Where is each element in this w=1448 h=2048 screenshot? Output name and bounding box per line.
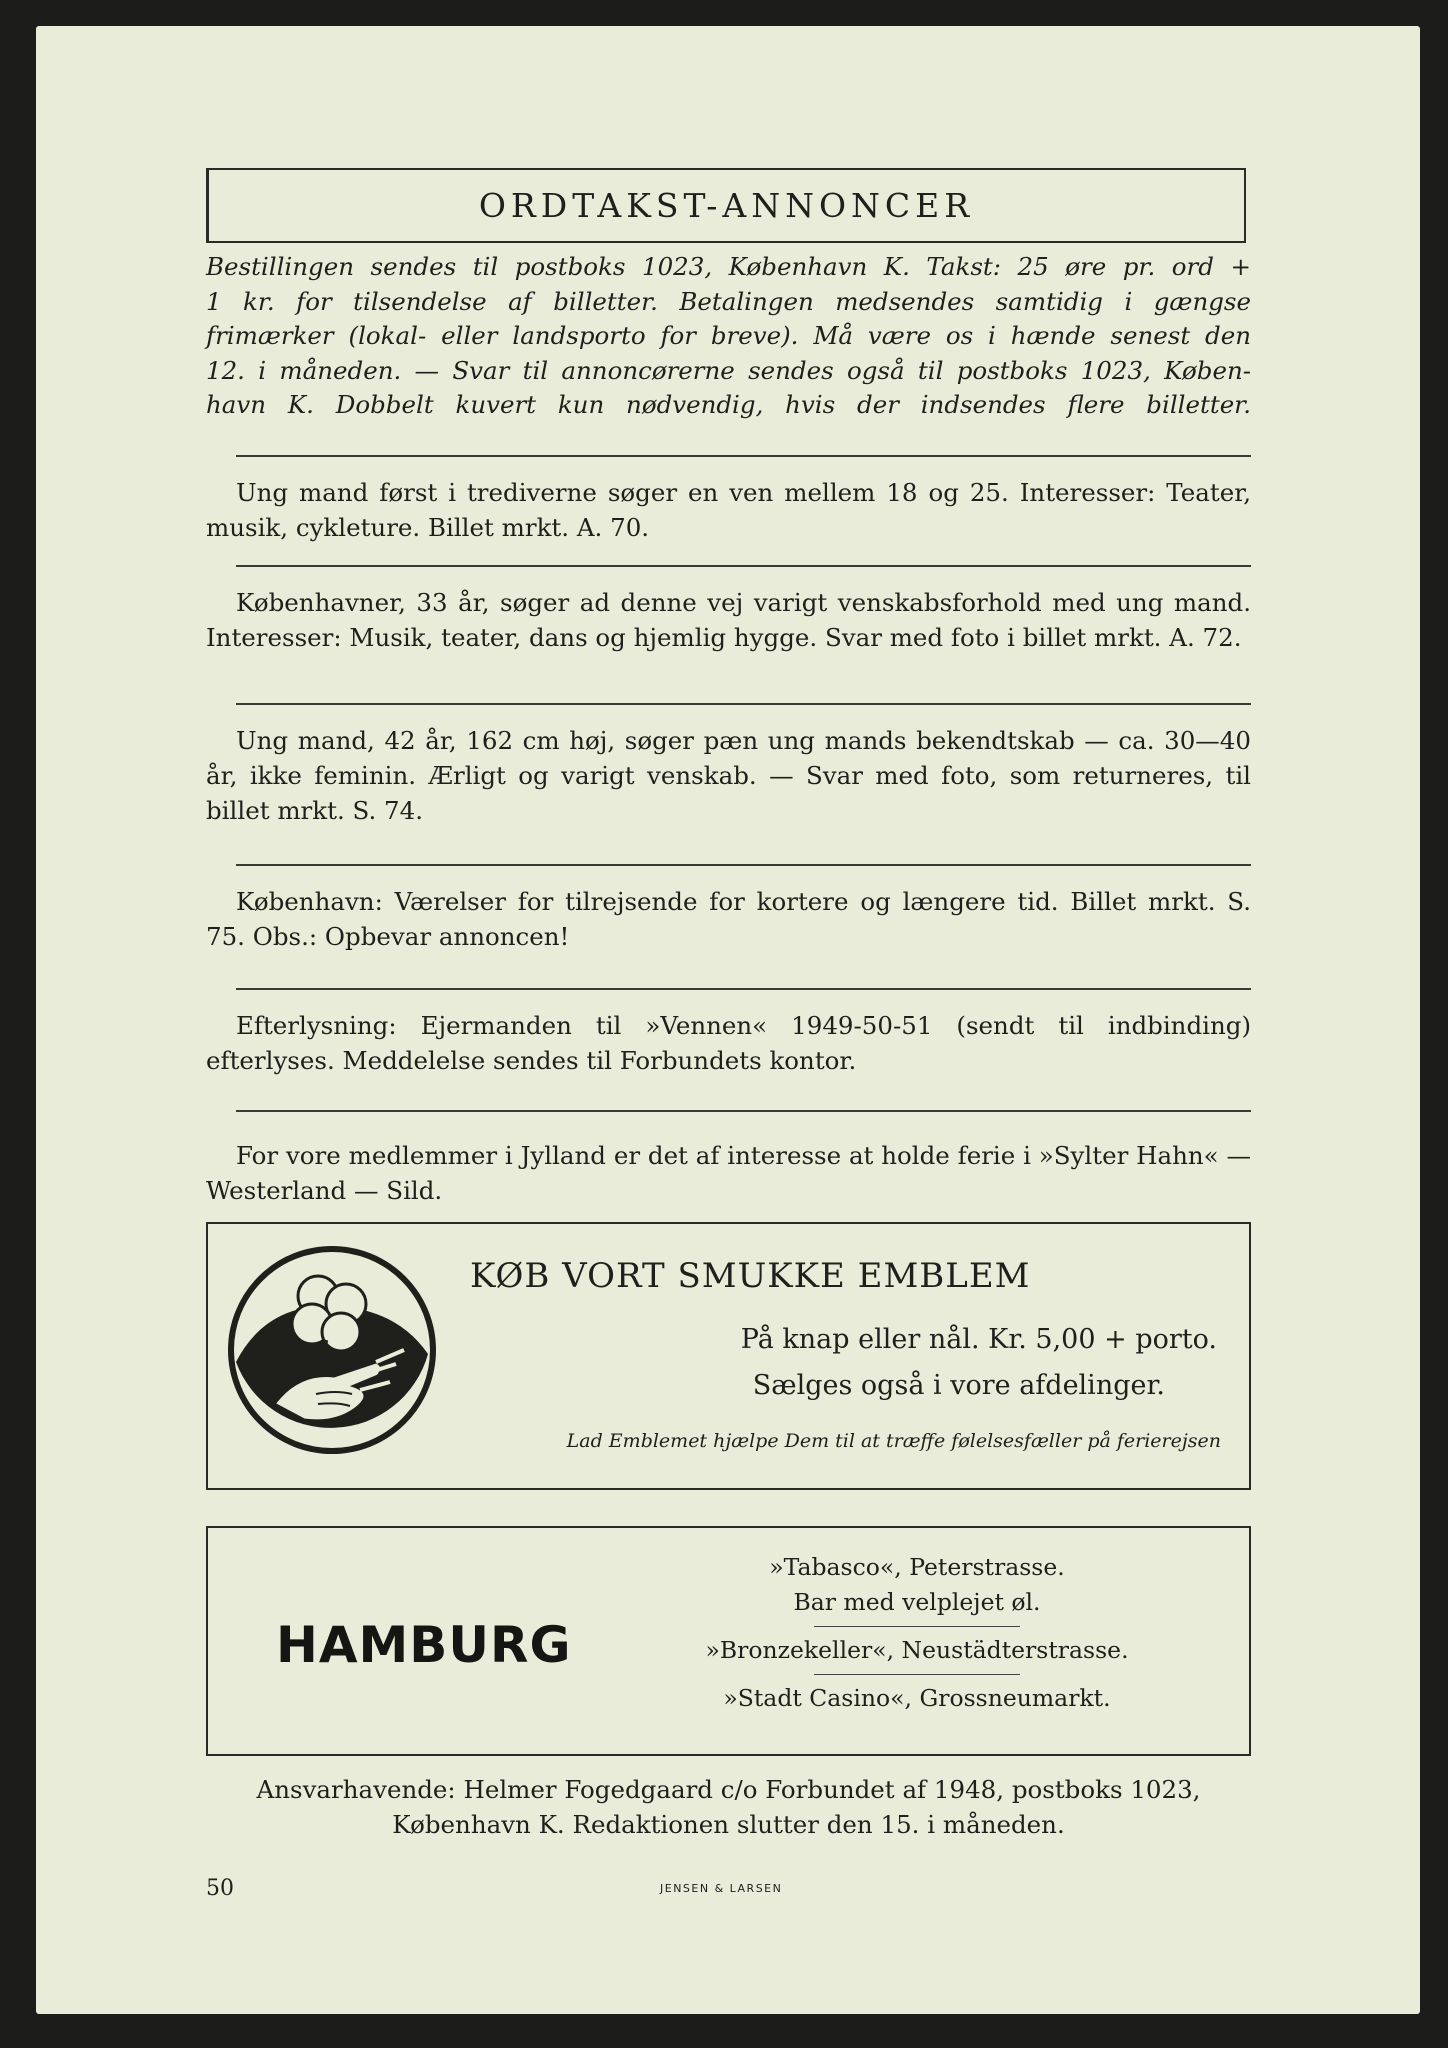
emblem-availability: Sælges også i vore afdelinger. bbox=[752, 1370, 1165, 1401]
divider bbox=[236, 988, 1251, 990]
classified-ad bbox=[206, 475, 1251, 545]
bar-listing: Bar med velplejet øl. bbox=[793, 1588, 1041, 1616]
intro-line: Bestillingen sendes til postboks 1023, København K. Takst: 25 øre pr. ord + bbox=[206, 252, 1251, 281]
divider bbox=[236, 565, 1251, 567]
bar-listing: »Tabasco«, Peterstrasse. bbox=[769, 1553, 1065, 1581]
intro-text bbox=[206, 250, 1251, 423]
printer-credit: JENSEN & LARSEN bbox=[660, 1882, 783, 1895]
bar-listing: »Stadt Casino«, Grossneumarkt. bbox=[723, 1684, 1111, 1712]
emblem-price: På knap eller nål. Kr. 5,00 + porto. bbox=[740, 1324, 1217, 1355]
classified-ad bbox=[206, 585, 1251, 655]
intro-line: 1 kr. for tilsendelse af billetter. Betalingen medsendes samtidig i gængse bbox=[206, 286, 1251, 316]
bar-separator bbox=[814, 1626, 1020, 1627]
editorial-footer bbox=[206, 1772, 1251, 1842]
ad-text: Ung mand først i trediverne søger en ven mellem 18 og 25. Interesser: Teater, musik, cykleture. Billet mrkt. A. 70. bbox=[206, 478, 1251, 542]
classified-ad bbox=[206, 1138, 1251, 1208]
ad-text: Efterlysning: Ejermanden til »Vennen« 1949-50-51 (sendt til indbinding) efterlyses. Meddelelse sendes til Forbundets kontor. bbox=[206, 1011, 1251, 1075]
bar-separator bbox=[814, 1674, 1020, 1675]
divider bbox=[236, 864, 1251, 866]
intro-line: frimærker (lokal- eller landsporto for breve). Må være os i hænde senest den bbox=[206, 321, 1251, 350]
emblem-ad bbox=[206, 1222, 1251, 1490]
bar-list bbox=[653, 1550, 1181, 1716]
divider bbox=[236, 1110, 1251, 1112]
classified-ad bbox=[206, 1008, 1251, 1078]
intro-line: havn K. Dobbelt kuvert kun nødvendig, hvis der indsendes flere billetter. bbox=[206, 390, 1251, 419]
classified-ad bbox=[206, 884, 1251, 954]
section-title: ORDTAKST-ANNONCER bbox=[478, 186, 975, 225]
footer-line: Ansvarhavende: Helmer Fogedgaard c/o Forbundet af 1948, postboks 1023, bbox=[256, 1775, 1201, 1804]
divider bbox=[236, 455, 1251, 457]
ad-text: Ung mand, 42 år, 162 cm høj, søger pæn ung mands bekendtskab — ca. 30—40 år, ikke feminin. Ærligt og varigt venskab. — Svar med foto, som returneres, til billet mrkt. S. 74. bbox=[206, 726, 1251, 825]
classified-ad bbox=[206, 723, 1251, 828]
hamburg-title: HAMBURG bbox=[276, 1616, 572, 1674]
clover-handshake-emblem-icon bbox=[226, 1244, 438, 1456]
section-header bbox=[206, 168, 1246, 243]
divider bbox=[236, 703, 1251, 705]
hamburg-ad bbox=[206, 1526, 1251, 1756]
emblem-title: KØB VORT SMUKKE EMBLEM bbox=[470, 1256, 1031, 1296]
page-number: 50 bbox=[206, 1876, 234, 1901]
bar-listing: »Bronzekeller«, Neustädterstrasse. bbox=[705, 1636, 1129, 1664]
footer-line: København K. Redaktionen slutter den 15. i måneden. bbox=[392, 1810, 1065, 1839]
emblem-slogan: Lad Emblemet hjælpe Dem til at træffe følelsesfæller på ferierejsen bbox=[566, 1430, 1221, 1452]
ad-text: For vore medlemmer i Jylland er det af interesse at holde ferie i »Sylter Hahn« — Westerland — Sild. bbox=[206, 1141, 1251, 1205]
ad-text: Københavner, 33 år, søger ad denne vej varigt venskabsforhold med ung mand. Interesser: Musik, teater, dans og hjemlig hygge. Svar med foto i billet mrkt. A. 72. bbox=[206, 588, 1251, 652]
ad-text: København: Værelser for tilrejsende for kortere og længere tid. Billet mrkt. S. 75. Obs.: Opbevar annoncen! bbox=[206, 887, 1251, 951]
intro-line: 12. i måneden. — Svar til annoncørerne sendes også til postboks 1023, Køben- bbox=[206, 355, 1251, 385]
